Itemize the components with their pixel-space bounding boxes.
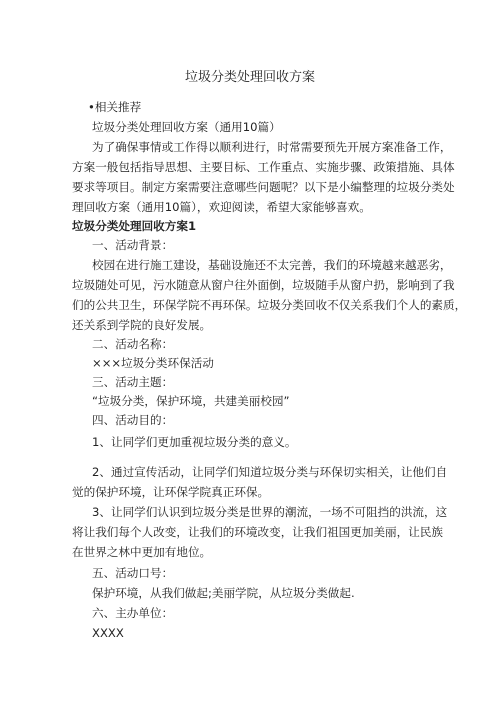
organizer-name: XXXX	[92, 626, 124, 640]
intro-line: 理回收方案（通用10篇），欢迎阅读，希望大家能够喜欢。	[72, 200, 371, 214]
background-line: 校园在进行施工建设，基础设施还不太完善，我们的环境越来越恶劣，	[92, 258, 452, 272]
intro-line: 要求等项目。制定方案需要注意哪些问题呢？以下是小编整理的垃圾分类处	[72, 180, 455, 194]
purpose-item-3-line: 3、让同学们认识到垃圾分类是世界的潮流，一场不可阻挡的洪流，这	[92, 505, 448, 519]
organizer-heading: 六、主办单位：	[92, 606, 174, 620]
background-line: 垃圾随处可见，污水随意从窗户往外面倒，垃圾随手从窗户扔，影响到了我	[72, 278, 455, 292]
slogan-heading: 五、活动口号：	[92, 566, 174, 580]
section-title: 垃圾分类处理回收方案1	[72, 219, 197, 233]
purpose-heading: 四、活动目的：	[92, 413, 174, 427]
purpose-item-2-line: 觉的保护环境，让环保学院真正环保。	[72, 485, 270, 499]
background-line: 还关系到学院的良好发展。	[72, 318, 212, 332]
background-heading: 一、活动背景：	[92, 238, 174, 252]
document-title: 垃圾分类处理回收方案	[184, 70, 315, 85]
related-recommend-link[interactable]: 垃圾分类处理回收方案（通用10篇）	[92, 120, 281, 134]
intro-line: 方案一般包括指导思想、主要目标、工作重点、实施步骤、政策措施、具体	[72, 160, 455, 174]
purpose-item-3-line: 将让我们每个人改变，让我们的环境改变，让我们祖国更加美丽，让民族	[72, 525, 444, 539]
activity-name-heading: 二、活动名称：	[92, 337, 174, 351]
slogan-text: 保护环境，从我们做起;美丽学院，从垃圾分类做起.	[92, 586, 355, 600]
activity-name: ×××垃圾分类环保活动	[92, 356, 214, 370]
purpose-item-2-line: 2、通过宣传活动，让同学们知道垃圾分类与环保切实相关，让他们自	[92, 465, 448, 479]
intro-line: 为了确保事情或工作得以顺利进行，时常需要预先开展方案准备工作，	[92, 140, 452, 154]
theme-heading: 三、活动主题：	[92, 375, 174, 389]
related-recommend-label: •相关推荐	[88, 100, 142, 114]
purpose-item-1: 1、让同学们更加重视垃圾分类的意义。	[92, 435, 297, 449]
purpose-item-3-line: 在世界之林中更加有地位。	[72, 545, 212, 559]
background-line: 们的公共卫生，环保学院不再环保。垃圾分类回收不仅关系我们个人的素质，	[72, 298, 467, 312]
theme-text: “垃圾分类，保护环境，共建美丽校园”	[92, 394, 290, 408]
